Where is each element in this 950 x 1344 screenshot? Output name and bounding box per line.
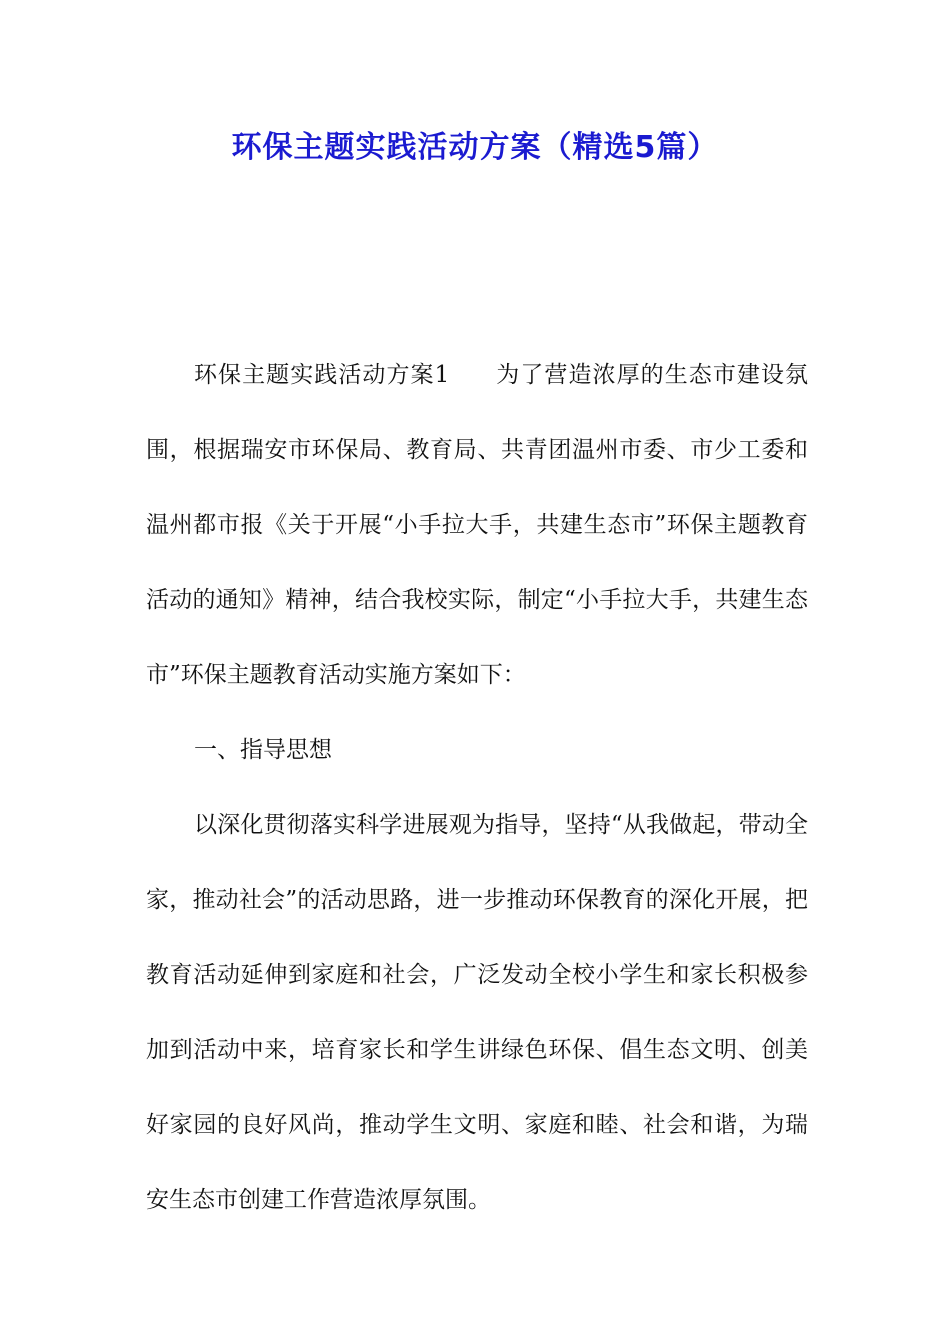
section-heading: 一、指导思想: [194, 737, 332, 763]
paragraph-text: 为了营造浓厚的生态市建设氛围，根据瑞安市环保局、教育局、共青团温州市委、市少工委和温州都市报《关于开展“小手拉大手，共建生态市”环保主题教育活动的通知》精神，结合我校实际，制定“小手拉大手，共建生态市”环保主题教育活动实施方案如下：: [146, 362, 809, 688]
section-label: 环保主题实践活动方案1: [194, 362, 450, 388]
document-body: [146, 338, 808, 1238]
document-title: 环保主题实践活动方案（精选5篇）: [231, 130, 719, 165]
paragraph-guiding-thought: 以深化贯彻落实科学进展观为指导，坚持“从我做起，带动全家，推动社会”的活动思路，进一步推动环保教育的深化开展，把教育活动延伸到家庭和社会，广泛发动全校小学生和家长积极参加到活动中来，培育家长和学生讲绿色环保、倡生态文明、创美好家园的良好风尚，推动学生文明、家庭和睦、社会和谐，为瑞安生态市创建工作营造浓厚氛围。: [146, 812, 808, 1213]
paragraph-intro: [146, 338, 808, 713]
